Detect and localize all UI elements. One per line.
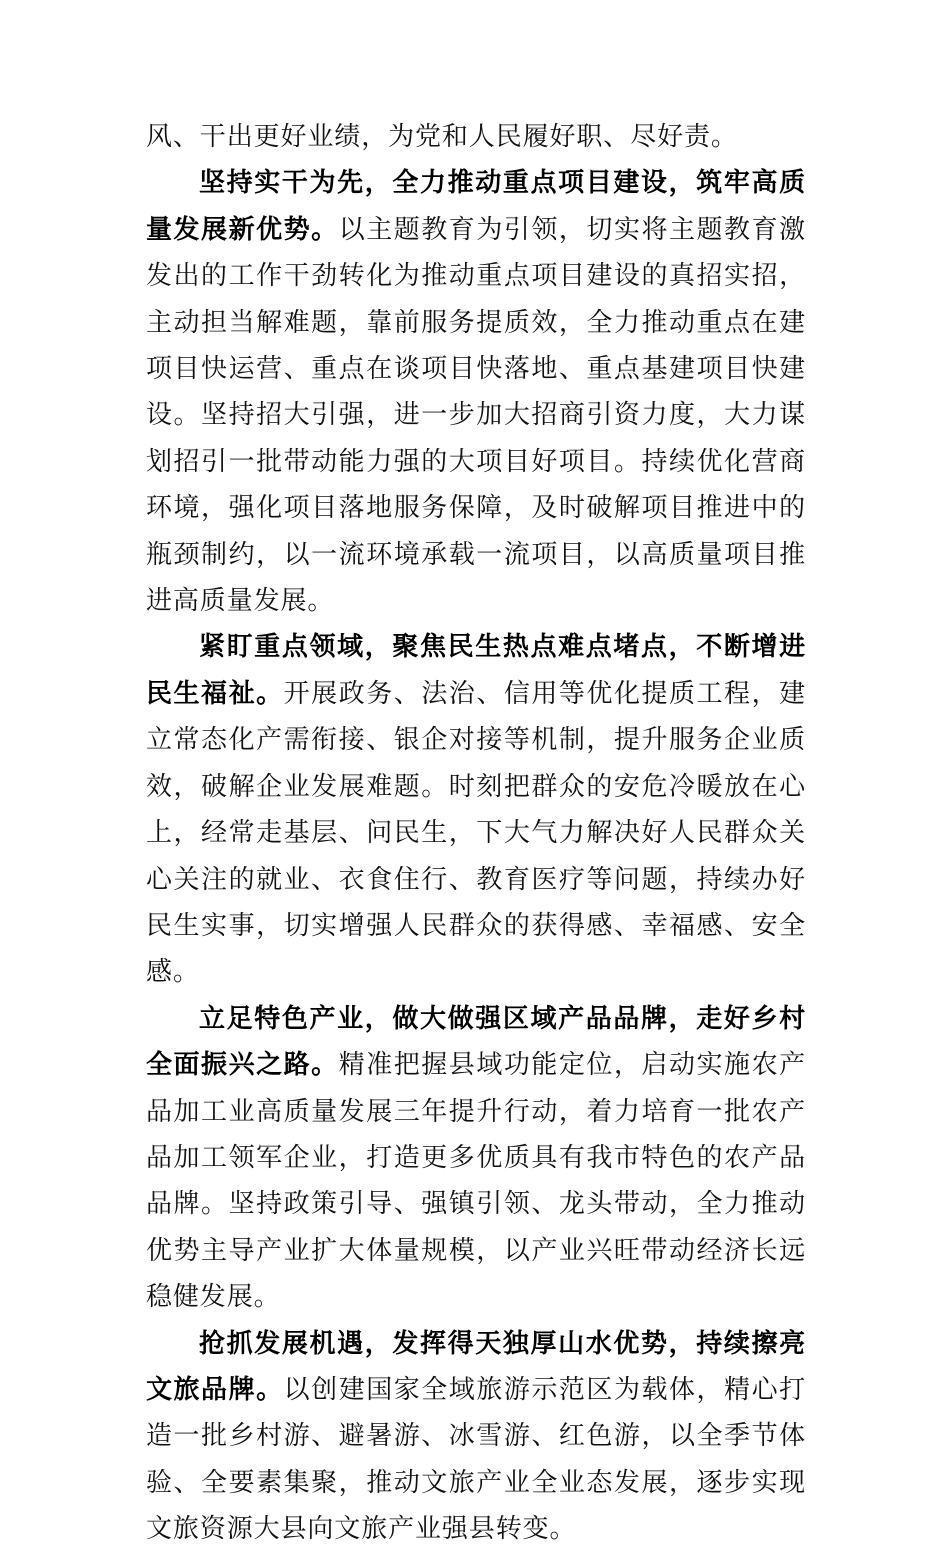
paragraph-body: 以创建国家全域旅游示范区为载体，精心打造一批乡村游、避暑游、冰雪游、红色游，以全季节体验、全要素集聚，推动文旅产业全业态发展，逐步实现文旅资源大县向文旅产业强县转变。 (146, 1374, 806, 1545)
paragraph-livelihood (146, 624, 806, 995)
paragraph-continuation (146, 114, 806, 160)
document-body (146, 114, 806, 1553)
paragraph-lead: 立足特色产业，做大做强区域产品品牌，走好乡村全面振兴之路。 (146, 1003, 806, 1081)
paragraph-body: 以主题教育为引领，切实将主题教育激发出的工作干劲转化为推动重点项目建设的真招实招，主动担当解难题，靠前服务提质效，全力推动重点在建项目快运营、重点在谈项目快落地、重点基建项目快建设。坚持招大引强，进一步加大招商引资力度，大力谋划招引一批带动能力强的大项目好项目。持续优化营商环境，强化项目落地服务保障，及时破解项目推进中的瓶颈制约，以一流环境承载一流项目，以高质量项目推进高质量发展。 (146, 214, 806, 617)
paragraph-lead: 坚持实干为先，全力推动重点项目建设，筑牢高质量发展新优势。 (146, 168, 806, 245)
paragraph-key-projects (146, 160, 806, 624)
paragraph-tourism (146, 1321, 806, 1553)
paragraph-body: 风、干出更好业绩，为党和人民履好职、尽好责。 (146, 122, 738, 152)
paragraph-lead: 抢抓发展机遇，发挥得天独厚山水优势，持续擦亮文旅品牌。 (146, 1328, 806, 1405)
paragraph-body: 精准把握县域功能定位，启动实施农产品加工业高质量发展三年提升行动，着力培育一批农产品加工领军企业，打造更多优质具有我市特色的农产品品牌。坚持政策引导、强镇引领、龙头带动，全力推动优势主导产业扩大体量规模，以产业兴旺带动经济长远稳健发展。 (146, 1050, 806, 1313)
paragraph-lead: 紧盯重点领域，聚焦民生热点难点堵点，不断增进民生福祉。 (146, 632, 806, 709)
paragraph-body: 开展政务、法治、信用等优化提质工程，建立常态化产需衔接、银企对接等机制，提升服务企业质效，破解企业发展难题。时刻把群众的安危冷暖放在心上，经常走基层、问民生，下大气力解决好人民群众关心关注的就业、衣食住行、教育医疗等问题，持续办好民生实事，切实增强人民群众的获得感、幸福感、安全感。 (146, 678, 806, 988)
paragraph-industry (146, 996, 806, 1321)
